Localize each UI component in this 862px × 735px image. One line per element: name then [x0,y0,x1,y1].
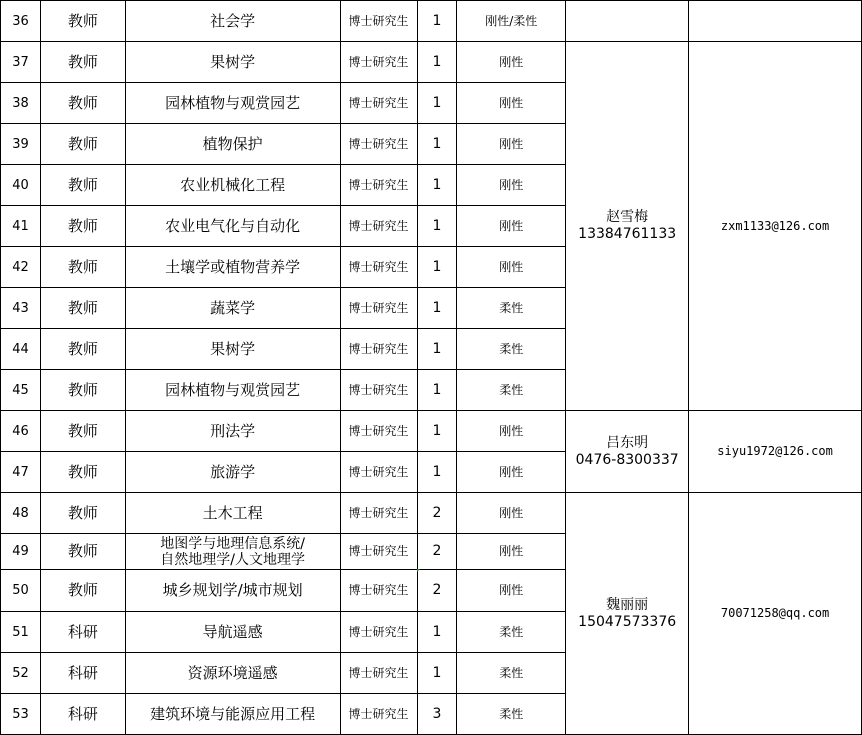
count-cell: 1 [417,452,457,493]
contact-phone: 0476-8300337 [575,451,679,468]
form-cell: 刚性 [457,570,566,612]
major-cell: 农业机械化工程 [125,165,340,206]
major-cell: 农业电气化与自动化 [125,206,340,247]
count-cell: 2 [417,570,457,612]
table-row [1,493,862,534]
count-cell: 1 [417,370,457,411]
count-cell: 1 [417,612,457,653]
count-cell: 1 [417,83,457,124]
education-cell: 博士研究生 [340,452,417,493]
education-cell: 博士研究生 [340,612,417,653]
major-cell: 旅游学 [125,452,340,493]
position-type: 教师 [40,452,125,493]
position-type: 教师 [40,42,125,83]
major-cell: 刑法学 [125,411,340,452]
position-type: 教师 [40,1,125,42]
form-cell: 刚性 [457,493,566,534]
row-number: 41 [1,206,41,247]
contact-phone: 15047573376 [578,613,677,630]
contact-name: 吕东明 [606,434,649,451]
position-type: 教师 [40,206,125,247]
row-number: 53 [1,694,41,735]
row-number: 42 [1,247,41,288]
major-cell: 建筑环境与能源应用工程 [125,694,340,735]
major-cell: 园林植物与观赏园艺 [125,370,340,411]
form-cell: 柔性 [457,694,566,735]
contact-name: 魏丽丽 [606,596,649,613]
form-cell: 刚性 [457,534,566,570]
education-cell: 博士研究生 [340,288,417,329]
education-cell: 博士研究生 [340,653,417,694]
education-cell: 博士研究生 [340,493,417,534]
position-type: 教师 [40,165,125,206]
form-cell: 柔性 [457,288,566,329]
major-cell: 果树学 [125,329,340,370]
major-cell: 导航遥感 [125,612,340,653]
contact-phone: 13384761133 [578,226,677,242]
count-cell: 1 [417,411,457,452]
major-cell: 园林植物与观赏园艺 [125,83,340,124]
form-cell: 柔性 [457,329,566,370]
contact-cell-wei [566,493,689,735]
count-cell: 3 [417,694,457,735]
position-type: 教师 [40,124,125,165]
contact-cell-lv [566,411,689,493]
email-cell-lv: siyu1972@126.com [689,411,862,493]
table-row [1,42,862,83]
row-number: 38 [1,83,41,124]
education-cell: 博士研究生 [340,370,417,411]
major-cell: 资源环境遥感 [125,653,340,694]
major-line-2: 自然地理学/人文地理学 [160,551,305,568]
row-number: 45 [1,370,41,411]
form-cell: 柔性 [457,370,566,411]
count-cell: 1 [417,653,457,694]
count-cell: 2 [417,493,457,534]
position-type: 教师 [40,370,125,411]
row-number: 46 [1,411,41,452]
row-number: 50 [1,570,41,612]
email-cell-wei: 70071258@qq.com [689,493,862,735]
education-cell: 博士研究生 [340,124,417,165]
education-cell: 博士研究生 [340,42,417,83]
form-cell: 刚性 [457,247,566,288]
position-type: 科研 [40,653,125,694]
major-cell: 果树学 [125,42,340,83]
education-cell: 博士研究生 [340,83,417,124]
education-cell: 博士研究生 [340,534,417,570]
position-type: 教师 [40,288,125,329]
email-cell-zhao: zxm1133@126.com [689,42,862,411]
position-type: 教师 [40,534,125,570]
major-cell: 植物保护 [125,124,340,165]
education-cell: 博士研究生 [340,411,417,452]
education-cell: 博士研究生 [340,329,417,370]
table-row [1,411,862,452]
major-cell: 土壤学或植物营养学 [125,247,340,288]
contact-cell-zhao [566,42,689,411]
count-cell: 1 [417,1,457,42]
education-cell: 博士研究生 [340,206,417,247]
position-type: 教师 [40,411,125,452]
major-cell: 城乡规划学/城市规划 [125,570,340,612]
table-row [1,1,862,42]
form-cell: 刚性 [457,165,566,206]
education-cell: 博士研究生 [340,570,417,612]
major-cell: 土木工程 [125,493,340,534]
form-cell: 刚性 [457,206,566,247]
count-cell: 2 [417,534,457,570]
row-number: 44 [1,329,41,370]
position-type: 科研 [40,694,125,735]
contact-cell [566,1,689,42]
education-cell: 博士研究生 [340,247,417,288]
education-cell: 博士研究生 [340,165,417,206]
major-cell: 社会学 [125,1,340,42]
major-line-1: 地图学与地理信息系统/ [160,535,305,552]
count-cell: 1 [417,288,457,329]
form-cell: 刚性 [457,124,566,165]
position-type: 教师 [40,83,125,124]
form-cell: 柔性 [457,653,566,694]
count-cell: 1 [417,124,457,165]
row-number: 39 [1,124,41,165]
row-number: 47 [1,452,41,493]
row-number: 43 [1,288,41,329]
form-cell: 刚性/柔性 [457,1,566,42]
position-type: 科研 [40,612,125,653]
form-cell: 刚性 [457,83,566,124]
count-cell: 1 [417,42,457,83]
education-cell: 博士研究生 [340,1,417,42]
form-cell: 柔性 [457,612,566,653]
email-cell [689,1,862,42]
major-cell: 蔬菜学 [125,288,340,329]
row-number: 36 [1,1,41,42]
count-cell: 1 [417,329,457,370]
education-cell: 博士研究生 [340,694,417,735]
count-cell: 1 [417,206,457,247]
position-type: 教师 [40,329,125,370]
row-number: 51 [1,612,41,653]
row-number: 52 [1,653,41,694]
major-cell [125,534,340,570]
count-cell: 1 [417,247,457,288]
position-type: 教师 [40,493,125,534]
row-number: 40 [1,165,41,206]
row-number: 37 [1,42,41,83]
form-cell: 刚性 [457,42,566,83]
count-cell: 1 [417,165,457,206]
row-number: 49 [1,534,41,570]
position-type: 教师 [40,247,125,288]
cell-error-marker [417,569,420,572]
contact-name: 赵雪梅 [606,209,649,225]
form-cell: 刚性 [457,411,566,452]
row-number: 48 [1,493,41,534]
form-cell: 刚性 [457,452,566,493]
position-type: 教师 [40,570,125,612]
